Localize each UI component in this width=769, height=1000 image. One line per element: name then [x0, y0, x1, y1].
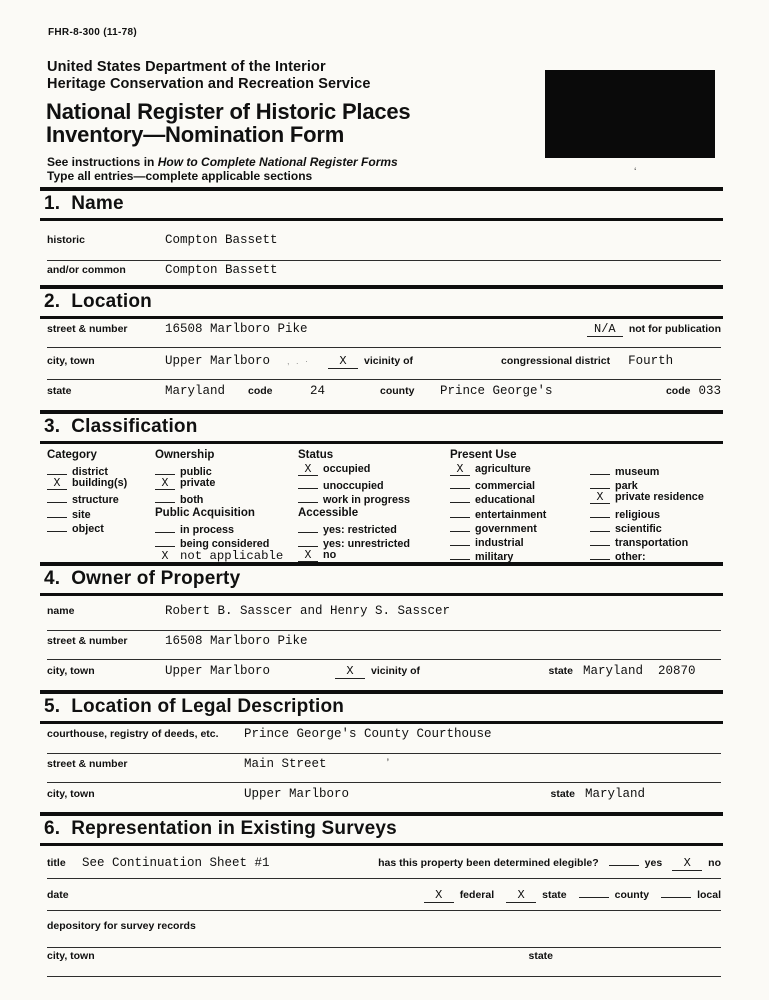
- historic-label: historic: [47, 234, 85, 246]
- checkbox-mark: X: [298, 464, 318, 476]
- instructions-prefix: See instructions in: [47, 155, 158, 169]
- field-row-owner-street: [47, 634, 721, 660]
- county-value: Prince George's: [440, 384, 553, 398]
- present-use-title: Present Use: [450, 449, 517, 461]
- field-row-depository: [47, 920, 721, 948]
- checkbox-item: [590, 534, 720, 548]
- legal-city-label: city, town: [47, 788, 95, 800]
- owner-name-value: Robert B. Sasscer and Henry S. Sasscer: [165, 604, 451, 618]
- checkbox-item: [298, 477, 448, 491]
- field-row-survey-city: [47, 950, 721, 977]
- field-row-state: [47, 384, 721, 408]
- checkbox-item: [155, 463, 305, 477]
- checkbox-label: site: [72, 508, 91, 521]
- checkbox-item: [155, 521, 305, 535]
- checkbox-mark: [450, 548, 470, 560]
- checkbox-mark: X: [450, 464, 470, 476]
- form-title-line-2: Inventory—Nomination Form: [46, 122, 345, 147]
- federal-label: federal: [459, 889, 495, 901]
- legal-street-value: Main Street: [244, 757, 327, 771]
- checkbox-item: [590, 520, 720, 534]
- scan-artifact-smudge: , . ·: [287, 356, 310, 366]
- checkbox-item: [47, 463, 151, 477]
- checkbox-label: object: [72, 522, 104, 535]
- owner-street-label: street & number: [47, 635, 128, 647]
- checkbox-label: agriculture: [475, 463, 531, 475]
- checkbox-item: [155, 477, 305, 491]
- checkbox-label: work in progress: [323, 494, 410, 507]
- checkbox-mark: [450, 534, 470, 546]
- field-row-survey-title: [47, 852, 721, 879]
- section-owner: [40, 562, 723, 678]
- checkbox-label: transportation: [615, 536, 689, 549]
- checkbox-label: being considered: [180, 537, 270, 550]
- form-number: FHR-8-300 (11-78): [48, 27, 138, 38]
- courthouse-label: courthouse, registry of deeds, etc.: [47, 728, 219, 740]
- street-label: street & number: [47, 323, 128, 335]
- eligible-yes-mark: [609, 852, 639, 866]
- checkbox-item: [590, 548, 720, 562]
- instructions-line-1: [47, 156, 398, 170]
- checkbox-mark: X: [590, 492, 610, 504]
- checkbox-label: yes: restricted: [323, 523, 397, 536]
- checkbox-mark: X: [155, 478, 175, 490]
- county-code-value: 033: [698, 384, 721, 398]
- checkbox-mark: [155, 535, 175, 547]
- section-surveys: [40, 812, 723, 962]
- checkbox-mark: [155, 491, 175, 503]
- owner-vicinity-mark: X: [335, 665, 365, 679]
- owner-state-label: state: [548, 665, 573, 677]
- checkbox-label: public: [180, 466, 212, 478]
- checkbox-item: [450, 506, 588, 520]
- city-label: city, town: [47, 355, 95, 367]
- state-code-label: code: [248, 385, 273, 397]
- owner-state-value: Maryland 20870: [583, 664, 696, 678]
- section-legal-heading: 5. Location of Legal Description: [40, 690, 723, 724]
- legal-street-label: street & number: [47, 758, 128, 770]
- checkbox-label: private: [180, 477, 216, 490]
- checkbox-label: private residence: [615, 491, 704, 504]
- checkbox-mark: [47, 491, 67, 503]
- checkbox-label: building(s): [72, 477, 128, 490]
- checkbox-item: [47, 506, 151, 520]
- checkbox-item: [47, 491, 151, 505]
- checkbox-label: unoccupied: [323, 480, 384, 493]
- survey-title-value: See Continuation Sheet #1: [82, 856, 270, 870]
- checkbox-mark: [298, 535, 318, 547]
- checkbox-label: structure: [72, 494, 119, 507]
- checkbox-item: [590, 463, 720, 477]
- checkbox-mark: [298, 521, 318, 533]
- checkbox-label: not applicable: [180, 548, 284, 563]
- classification-col-present-use-2: [590, 448, 720, 562]
- legal-state-value: Maryland: [585, 787, 646, 801]
- checkbox-item: [590, 506, 720, 520]
- checkbox-item: [155, 549, 305, 563]
- scan-artifact-mark: ’: [386, 756, 392, 770]
- checkbox-label: district: [72, 466, 108, 478]
- legal-state-label: state: [550, 788, 575, 800]
- checkbox-label: entertainment: [475, 508, 547, 521]
- depository-label: depository for survey records: [47, 920, 196, 932]
- checkbox-label: industrial: [475, 536, 524, 549]
- county-survey-mark: [579, 884, 609, 898]
- agency-line-1: United States Department of the Interior: [47, 59, 326, 75]
- checkbox-label: both: [180, 494, 204, 507]
- checkbox-mark: [47, 506, 67, 518]
- scan-artifact-tick: ‘: [634, 166, 637, 178]
- state-value: Maryland: [165, 384, 226, 398]
- section-owner-heading: 4. Owner of Property: [40, 562, 723, 596]
- checkbox-item: [155, 491, 305, 505]
- checkbox-item: [47, 520, 151, 534]
- field-row-common: [47, 263, 721, 285]
- section-location-heading: 2. Location: [40, 285, 723, 319]
- checkbox-item: [155, 535, 305, 549]
- survey-city-label: city, town: [47, 950, 95, 962]
- county-survey-label: county: [614, 889, 650, 901]
- federal-mark: X: [424, 889, 454, 903]
- checkbox-mark: [590, 477, 610, 489]
- section-name: [40, 187, 723, 277]
- present-use-2-spacer: [590, 448, 720, 463]
- field-row-legal-street: [47, 756, 721, 783]
- checkbox-mark: [590, 506, 610, 518]
- public-acquisition-title: Public Acquisition: [155, 506, 255, 519]
- eligible-question-label: has this property been determined elegible?: [378, 857, 599, 869]
- category-title: Category: [47, 449, 97, 461]
- checkbox-mark: [47, 463, 67, 475]
- checkbox-mark: [450, 520, 470, 532]
- checkbox-label: commercial: [475, 480, 536, 493]
- checkbox-label: scientific: [615, 522, 662, 535]
- checkbox-label: in process: [180, 523, 235, 536]
- accessible-title: Accessible: [298, 506, 359, 519]
- checkbox-item: [450, 548, 588, 562]
- owner-street-value: 16508 Marlboro Pike: [165, 634, 308, 648]
- checkbox-label: park: [615, 480, 638, 493]
- checkbox-item: [298, 491, 448, 505]
- checkbox-label: no: [323, 548, 337, 561]
- county-code-label: code: [665, 385, 691, 397]
- checkbox-label: educational: [475, 494, 535, 507]
- checkbox-label: other:: [615, 551, 646, 564]
- form-title: [46, 100, 410, 146]
- owner-name-label: name: [47, 605, 75, 617]
- checkbox-mark: X: [47, 478, 67, 490]
- checkbox-mark: X: [155, 551, 175, 563]
- checkbox-item: [298, 463, 448, 477]
- congressional-district-value: Fourth: [628, 354, 674, 368]
- checkbox-item: [298, 521, 448, 535]
- state-survey-mark: X: [506, 889, 536, 903]
- owner-city-label: city, town: [47, 665, 95, 677]
- eligible-no-mark: X: [672, 857, 702, 871]
- eligible-yes-label: yes: [644, 857, 663, 869]
- owner-vicinity-label: vicinity of: [371, 665, 421, 677]
- checkbox-item: [590, 477, 720, 491]
- instructions-line-2: Type all entries—complete applicable sections: [47, 168, 313, 183]
- status-title: Status: [298, 449, 334, 461]
- survey-title-label: title: [47, 857, 66, 869]
- local-survey-mark: [661, 884, 691, 898]
- section-classification: [40, 410, 723, 564]
- survey-state-label: state: [528, 950, 553, 962]
- field-row-street: [47, 322, 721, 348]
- section-surveys-heading: 6. Representation in Existing Surveys: [40, 812, 723, 846]
- field-row-courthouse: [47, 727, 721, 754]
- checkbox-item: [450, 534, 588, 548]
- not-for-publication-label: not for publication: [628, 323, 721, 335]
- checkbox-mark: [450, 506, 470, 518]
- checkbox-item: [298, 535, 448, 549]
- historic-value: Compton Bassett: [165, 233, 278, 247]
- vicinity-mark: X: [328, 355, 358, 369]
- checkbox-mark: [450, 477, 470, 489]
- local-survey-label: local: [697, 889, 721, 901]
- field-row-historic: [47, 233, 721, 261]
- checkbox-item: [298, 549, 448, 563]
- state-label: state: [47, 385, 72, 397]
- checkbox-mark: [590, 463, 610, 475]
- field-row-legal-city: [47, 787, 721, 810]
- checkbox-mark: [47, 520, 67, 532]
- checkbox-label: religious: [615, 508, 660, 521]
- checkbox-item: [450, 520, 588, 534]
- classification-col-status: [298, 448, 448, 563]
- classification-col-present-use: [450, 448, 588, 562]
- checkbox-item: [47, 477, 151, 491]
- checkbox-mark: [155, 521, 175, 533]
- checkbox-mark: [155, 463, 175, 475]
- vicinity-label: vicinity of: [364, 355, 414, 367]
- checkbox-mark: [590, 548, 610, 560]
- checkbox-mark: [298, 491, 318, 503]
- county-label: county: [380, 385, 415, 397]
- checkbox-item: [450, 491, 588, 505]
- agency-line-2: Heritage Conservation and Recreation Service: [47, 76, 371, 92]
- state-survey-label: state: [542, 889, 567, 901]
- common-label: and/or common: [47, 264, 126, 276]
- classification-col-category: [47, 448, 151, 534]
- checkbox-label: museum: [615, 466, 660, 478]
- checkbox-mark: [298, 477, 318, 489]
- field-row-survey-date: [47, 884, 721, 911]
- city-value: Upper Marlboro: [165, 354, 271, 368]
- field-row-city: [47, 354, 721, 380]
- checkbox-label: occupied: [323, 463, 371, 475]
- form-instructions: [47, 156, 398, 183]
- checkbox-item: [590, 491, 720, 505]
- eligible-no-label: no: [708, 857, 721, 869]
- survey-date-label: date: [47, 889, 69, 901]
- checkbox-label: military: [475, 551, 514, 564]
- checkbox-item: [450, 463, 588, 477]
- section-legal-description: [40, 690, 723, 801]
- checkbox-mark: [450, 491, 470, 503]
- section-name-heading: 1. Name: [40, 187, 723, 221]
- not-for-publication-mark: N/A: [587, 323, 623, 337]
- form-title-line-1: National Register of Historic Places: [46, 99, 411, 124]
- checkbox-label: government: [475, 522, 537, 535]
- checkbox-item: [450, 477, 588, 491]
- classification-col-ownership: [155, 448, 305, 563]
- redacted-hcrs-use-box: [545, 70, 715, 158]
- checkbox-mark: X: [298, 550, 318, 562]
- section-classification-heading: 3. Classification: [40, 410, 723, 444]
- section-location: [40, 285, 723, 398]
- checkbox-mark: [590, 534, 610, 546]
- checkbox-label: yes: unrestricted: [323, 537, 411, 550]
- checkbox-mark: [590, 520, 610, 532]
- instructions-manual-title: How to Complete National Register Forms: [157, 155, 398, 169]
- ownership-title: Ownership: [155, 449, 215, 461]
- agency-lines: [47, 59, 371, 93]
- courthouse-value: Prince George's County Courthouse: [244, 727, 492, 741]
- state-code-value: 24: [310, 384, 326, 398]
- congressional-district-label: congressional district: [501, 355, 611, 367]
- field-row-owner-name: [47, 604, 721, 631]
- legal-city-value: Upper Marlboro: [244, 787, 350, 801]
- owner-city-value: Upper Marlboro: [165, 664, 271, 678]
- field-row-owner-city: [47, 664, 721, 687]
- common-value: Compton Bassett: [165, 263, 278, 277]
- street-value: 16508 Marlboro Pike: [165, 322, 308, 336]
